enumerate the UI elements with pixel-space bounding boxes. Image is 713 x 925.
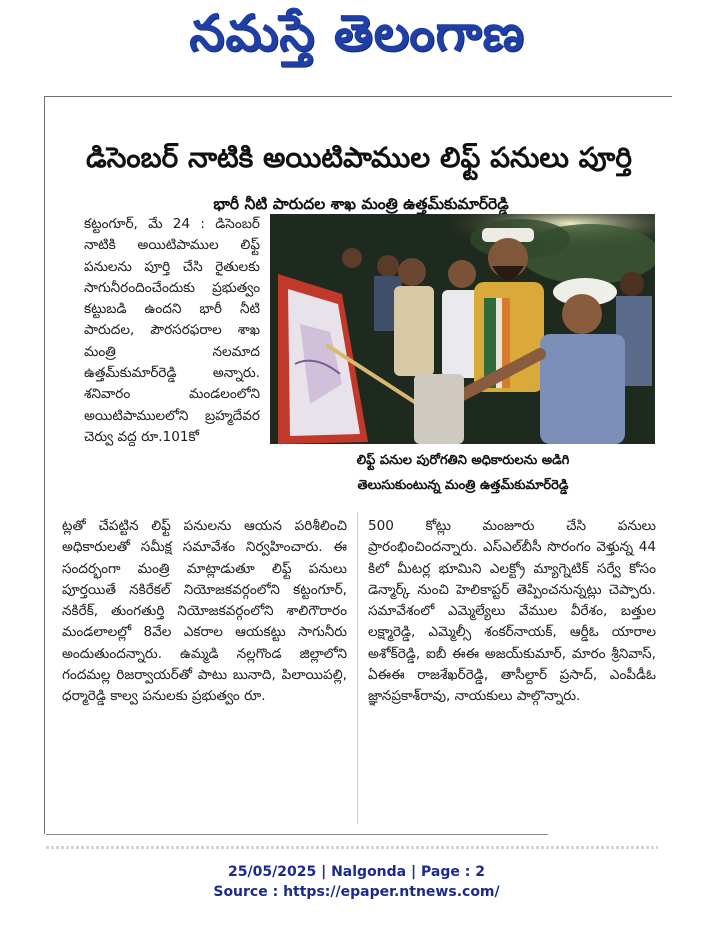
- article-column-a-bottom: ట్లతో చేపట్టిన లిఫ్ట్ పనులను ఆయన పరిశీలించి అధికారులతో సమీక్ష సమావేశం నిర్వహించారు. ఈ సందర్భంగా మంత్రి మాట్లాడుతూ లిఫ్ట్ పనులు పూర్తయితే నకిరేకల్ నియోజకవర్గంలోని కట్టంగూర్, నకిరేక్, తుంగతుర్తి నియోజకవర్గంలోని శాలిగౌరారం మండలాలల్లో 8వేల ఎకరాల ఆయకట్టు సాగునీరు అందుతుందన్నారు. ఉమ్మడి నల్లగొండ జిల్లాలోని గందమల్ల రిజర్వాయర్‌తో పాటు బునాది, పిలాయిపల్లి, ధర్మారెడ్డి కాల్వ పనులకు ప్రభుత్వం రూ.: [62, 518, 347, 705]
- footer-edition: Nalgonda: [331, 864, 407, 880]
- article-column-a-top: కట్టంగూర్, మే 24 : డిసెంబర్ నాటికి అయిటిపాముల లిఫ్ట్ పనులను పూర్తి చేసి రైతులకు సాగునీరందించేందుకు ప్రభుత్వం కట్టుబడి ఉందని భారీ నీటి పారుదల, పౌరసరఫరాల శాఖ మంత్రి నలమాద ఉత్తమ్‌కుమార్‌రెడ్డి అన్నారు. శనివారం మండలంలోని అయిటిపాములలోని బ్రహ్మదేవర చెర్వు వద్ద రూ.101కో: [84, 216, 260, 445]
- footer-source-link[interactable]: Source : https://epaper.ntnews.com/: [213, 884, 500, 900]
- photo-caption-line-2: తెలుసుకుంటున్న మంత్రి ఉత్తమ్‌కుమార్‌రెడ్డి: [357, 478, 569, 493]
- footer-separator: |: [321, 864, 327, 880]
- frame-left-rule: [44, 96, 45, 834]
- photo-caption: [282, 448, 644, 500]
- page-footer: [0, 862, 713, 902]
- article-subheadline: భారీ నీటి పారుదల శాఖ మంత్రి ఉత్తమ్‌కుమార్‌రెడ్డి: [213, 194, 509, 213]
- footer-date: 25/05/2025: [228, 864, 317, 880]
- photo-caption-line-1: లిఫ్ట్ పనుల పురోగతిని అధికారులను అడిగి: [356, 453, 570, 468]
- column-divider: [357, 512, 358, 824]
- page-bottom-border: [46, 846, 658, 849]
- article-bottom-rule: [46, 834, 548, 835]
- footer-edition-line: [0, 862, 713, 882]
- article-headline: డిసెంబర్ నాటికి అయిటిపాముల లిఫ్ట్ పనులు పూర్తి: [86, 140, 632, 174]
- news-photo: [270, 214, 655, 444]
- article-column-b: 500 కోట్లు మంజూరు చేసి పనులు ప్రారంభించిందన్నారు. ఎస్ఎల్‌బీసీ సొరంగం వెళ్తున్న 44 కిలో మీటర్ల భూమిని ఎలక్ట్రో మ్యాగ్నెటిక్ సర్వే కోసం డెన్మార్క్ నుంచి హెలికాప్టర్ తెప్పించనున్నట్లు చెప్పారు. సమావేశంలో ఎమ్మెల్యేలు వేముల వీరేశం, బత్తుల లక్ష్మారెడ్డి, ఎమ్మెల్సీ శంకర్‌నాయక్, ఆర్డీఓ యారాల అశోక్‌రెడ్డి, ఐబీ ఈఈ అజయ్‌కుమార్, మారం శ్రీనివాస్, ఏఈఈ రాజశేఖర్‌రెడ్డి, తాసీల్దార్ ప్రసాద్, ఎంపీడీఓ జ్ఞానప్రకాశ్‌రావు, నాయకులు పాల్గొన్నారు.: [368, 518, 656, 705]
- photo-illustration: [270, 214, 655, 444]
- footer-separator: |: [411, 864, 417, 880]
- footer-page: Page : 2: [421, 864, 485, 880]
- masthead-logo: నమస్తే తెలంగాణ: [189, 4, 525, 62]
- frame-top-rule: [44, 96, 672, 97]
